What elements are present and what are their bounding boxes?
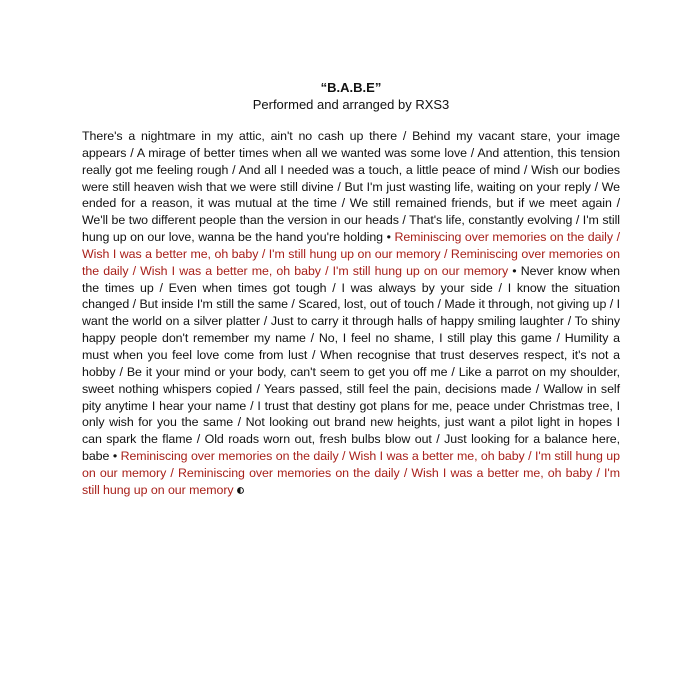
song-credit: Performed and arranged by RXS3 xyxy=(252,97,450,112)
verse-2: Never know when the times up / Even when times got tough / I was always by your side / I know the situation changed / But inside I'm still the same / Scared, lost, out of touch / Made it through, not giving up / I want the world on a silver platter / Just to carry it through halls of happy smiling laughter / To shiny happy people don't remember my name / No, I feel no shame, I still play this game / Humility a must when you feel love come from lust / When recognise that trust deserves respect, it's not a hobby / Be it your mind or your body, can't seem to get you off me / Like a parrot on my shoulder, sweet nothing whispers copied / Years passed, still feel the pain, decisions made / Wallow in self pity anytime I hear your name / I trust that destiny got plans for me, peace under Christmas tree, I only wish for you the same / Not looking out brand new heights, just want a pilot light in hopes I can spark the flame / Old roads worn out, fresh bulbs blow out / Just looking for a balance here, babe xyxy=(82,263,621,464)
half-filled-circle-icon xyxy=(237,482,244,489)
verse-separator-2: • xyxy=(508,263,521,278)
verse-separator-3: • xyxy=(109,449,121,464)
song-title: “B.A.B.E” xyxy=(320,80,382,95)
chorus-1: Reminiscing over memories on the daily / Wish I was a better me, oh baby / I'm still hung up on our memory / Reminiscing over memories on the daily / Wish I was a better me, oh baby / I'm still hung up on our memory xyxy=(82,230,620,278)
lyrics-page xyxy=(82,80,620,499)
verse-1: There's a nightmare in my attic, ain't no cash up there / Behind my vacant stare, your image appears / A mirage of better times when all we wanted was some love / And attention, this tension really got me feeling rough / And all I needed was a touch, a little peace of mind / Wish our bodies were still heaven wish that we were still divine / But I'm just wasting life, waiting on your reply / We ended for a reason, it was mutual at the time / We still remained friends, but if we meet again / We'll be two different people than the version in our heads / That's life, constantly evolving / I'm still hung up on our love, wanna be the hand you're holding xyxy=(82,129,620,245)
verse-separator-1: • xyxy=(383,230,395,245)
lyrics-body xyxy=(82,128,620,499)
chorus-2: Reminiscing over memories on the daily / Wish I was a better me, oh baby / I'm still hung up on our memory / Reminiscing over memories on the daily / Wish I was a better me, oh baby / I'm still hung up on our memory xyxy=(82,449,620,497)
